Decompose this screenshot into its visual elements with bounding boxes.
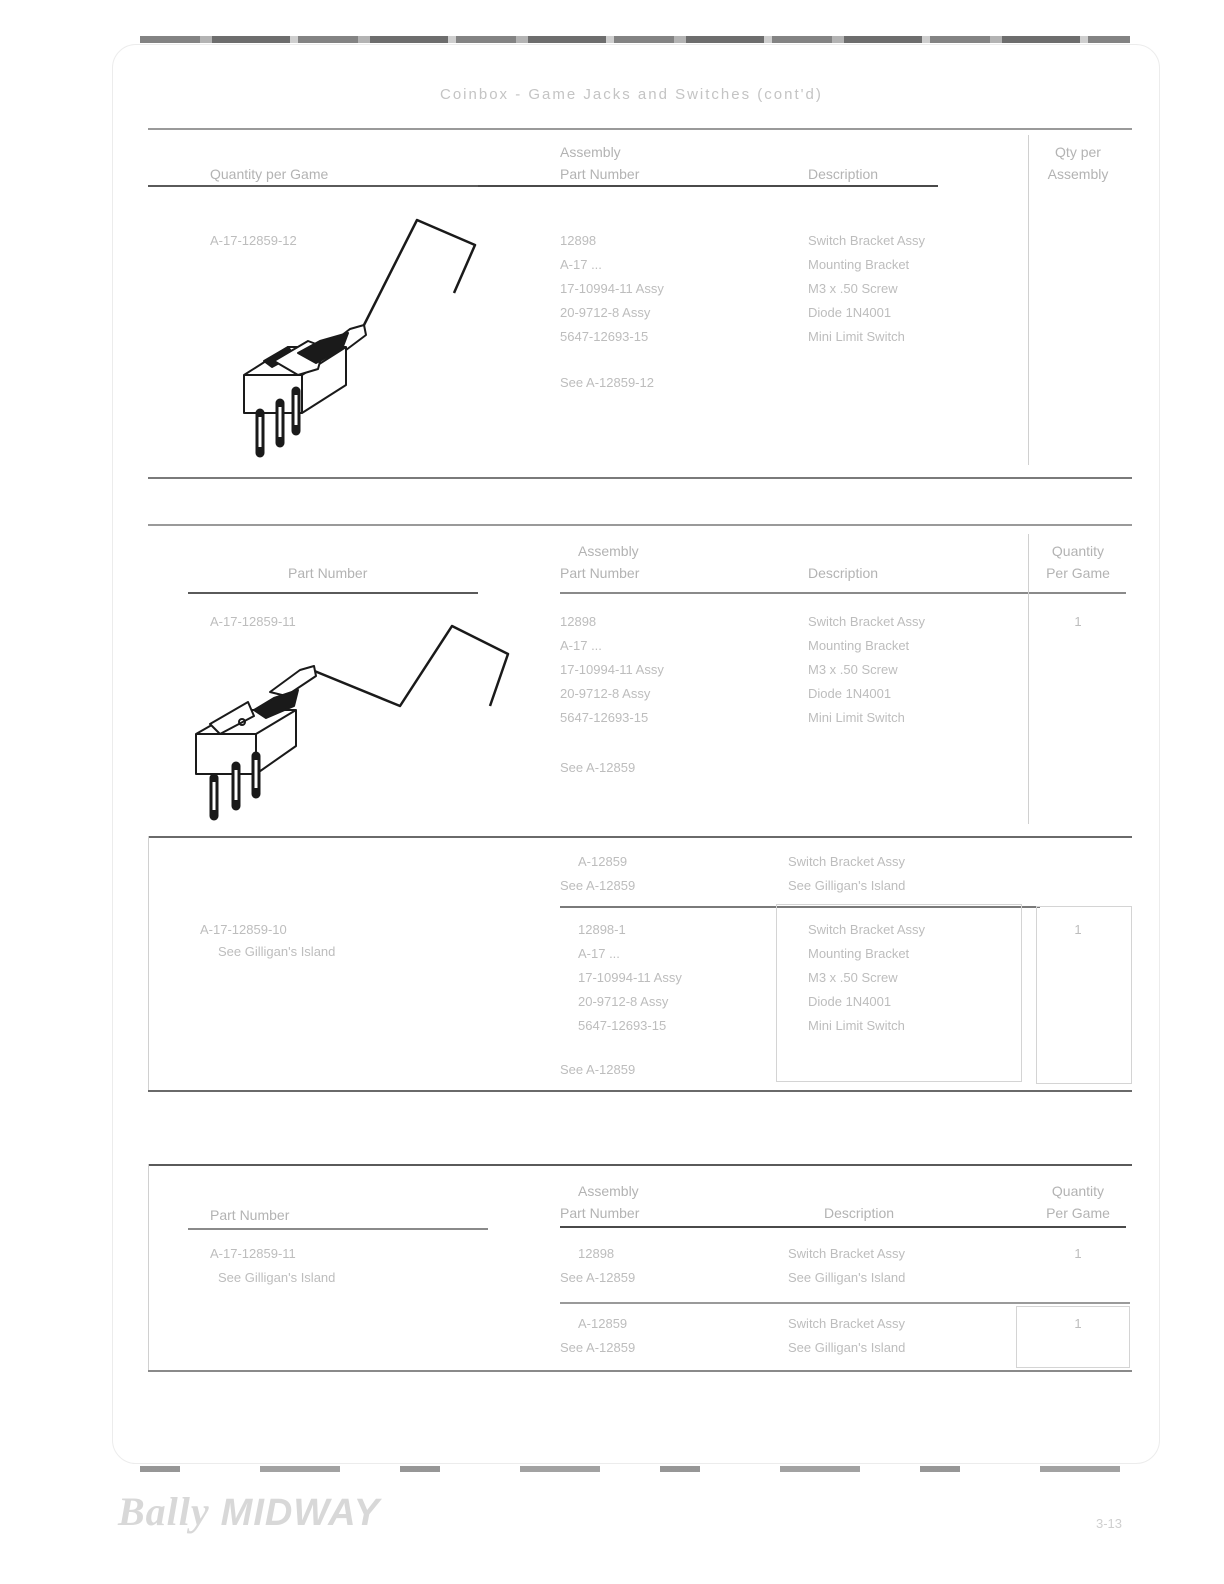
section-top-rule bbox=[148, 1164, 1132, 1166]
subpart-description: Switch Bracket Assy bbox=[808, 614, 926, 629]
assembly-description: Switch Bracket Assy bbox=[788, 1316, 906, 1331]
subpart-description: Diode 1N4001 bbox=[808, 305, 892, 320]
subpart-number: A-17 ... bbox=[578, 946, 620, 961]
subpart-description: Mini Limit Switch bbox=[808, 1018, 905, 1033]
header-underline bbox=[560, 1226, 1126, 1228]
header-underline bbox=[478, 185, 938, 187]
assembly-part-number: A-12859 bbox=[578, 854, 628, 869]
subpart-number: 12898-1 bbox=[578, 922, 626, 937]
logo-script: Bally bbox=[118, 1489, 210, 1534]
section-top-rule bbox=[148, 524, 1132, 526]
assembly-part-number: 12898 bbox=[578, 1246, 615, 1261]
section-top-rule bbox=[148, 128, 1132, 130]
column-header-description: Description bbox=[808, 166, 879, 182]
subpart-number: 20-9712-8 Assy bbox=[578, 994, 669, 1009]
column-header-assembly: Assembly bbox=[578, 543, 639, 559]
column-header-assembly: Assembly bbox=[578, 1183, 639, 1199]
column-header-description: Description bbox=[824, 1205, 895, 1221]
subpart-description: Mounting Bracket bbox=[808, 638, 910, 653]
microswitch-drawing bbox=[190, 618, 530, 828]
subpart-description: M3 x .50 Screw bbox=[808, 281, 898, 296]
column-header-per-assembly: Assembly bbox=[1047, 166, 1109, 182]
header-underline bbox=[188, 1228, 488, 1230]
part-number: A-17-12859-12 bbox=[210, 233, 297, 248]
column-header-quantity: Quantity bbox=[1051, 1183, 1105, 1199]
subpart-number: 5647-12693-15 bbox=[578, 1018, 667, 1033]
subpart-number: 20-9712-8 Assy bbox=[560, 686, 651, 701]
subpart-description: Switch Bracket Assy bbox=[808, 233, 926, 248]
column-header-assembly: Assembly bbox=[560, 144, 621, 160]
subpart-number: A-17 ... bbox=[560, 638, 602, 653]
bally-midway-logo bbox=[118, 1488, 380, 1535]
parts-section-3 bbox=[148, 834, 1132, 1098]
subpart-description: Mounting Bracket bbox=[808, 946, 910, 961]
see-reference: See A-12859 bbox=[560, 1062, 636, 1077]
row-underline bbox=[560, 1302, 1130, 1304]
subpart-description: M3 x .50 Screw bbox=[808, 970, 898, 985]
parts-section-2 bbox=[148, 522, 1132, 842]
assembly-description: Switch Bracket Assy bbox=[788, 1246, 906, 1261]
scan-edge-top bbox=[140, 36, 1130, 43]
page-number: 3-13 bbox=[1096, 1516, 1123, 1531]
header-underline bbox=[148, 185, 478, 187]
see-reference: See A-12859 bbox=[560, 760, 636, 775]
subpart-number: 12898 bbox=[560, 614, 597, 629]
assembly-description-note: See Gilligan's Island bbox=[788, 878, 906, 893]
quantity-per-game: 1 bbox=[1074, 614, 1082, 629]
part-note: See Gilligan's Island bbox=[218, 944, 336, 959]
assembly-description: Switch Bracket Assy bbox=[788, 854, 906, 869]
logo-word: MIDWAY bbox=[220, 1492, 381, 1534]
column-header-part-number: Part Number bbox=[288, 565, 368, 581]
assembly-part-number: A-12859 bbox=[578, 1316, 628, 1331]
column-divider bbox=[1028, 534, 1029, 824]
part-note: See Gilligan's Island bbox=[218, 1270, 336, 1285]
subpart-number: 5647-12693-15 bbox=[560, 710, 649, 725]
parts-section-1 bbox=[148, 125, 1132, 485]
column-header-part-number: Part Number bbox=[560, 565, 640, 581]
subpart-description: Switch Bracket Assy bbox=[808, 922, 926, 937]
subpart-number: 17-10994-11 Assy bbox=[560, 281, 664, 296]
header-underline bbox=[560, 592, 1126, 594]
section-bottom-rule bbox=[148, 1370, 1132, 1372]
column-header-quantity: Quantity bbox=[1051, 543, 1105, 559]
section-bottom-rule bbox=[148, 477, 1132, 479]
quantity-per-game: 1 bbox=[1074, 1246, 1082, 1261]
scan-edge-bottom bbox=[140, 1466, 1130, 1472]
column-header-per-game: Per Game bbox=[1046, 1205, 1110, 1221]
part-number: A-17-12859-11 bbox=[210, 614, 296, 629]
subpart-number: 12898 bbox=[560, 233, 597, 248]
see-reference: See A-12859-12 bbox=[560, 375, 654, 390]
subpart-number: 5647-12693-15 bbox=[560, 329, 649, 344]
assembly-description-note: See Gilligan's Island bbox=[788, 1340, 906, 1355]
column-header-description: Description bbox=[808, 565, 879, 581]
subpart-description: M3 x .50 Screw bbox=[808, 662, 898, 677]
part-number: A-17-12859-10 bbox=[200, 922, 287, 937]
left-border bbox=[148, 1164, 149, 1370]
subpart-number: A-17 ... bbox=[560, 257, 602, 272]
subpart-number: 17-10994-11 Assy bbox=[560, 662, 664, 677]
page-title: Coinbox - Game Jacks and Switches (cont'd) bbox=[440, 86, 823, 103]
subpart-description: Mounting Bracket bbox=[808, 257, 910, 272]
column-header-quantity: Quantity per Game bbox=[210, 166, 329, 182]
subpart-description: Mini Limit Switch bbox=[808, 329, 905, 344]
assembly-part-note: See A-12859 bbox=[560, 1270, 636, 1285]
subpart-description: Mini Limit Switch bbox=[808, 710, 905, 725]
subpart-number: 20-9712-8 Assy bbox=[560, 305, 651, 320]
header-underline bbox=[188, 592, 478, 594]
microswitch-drawing bbox=[238, 215, 538, 465]
column-divider bbox=[1028, 135, 1029, 465]
assembly-part-note: See A-12859 bbox=[560, 1340, 636, 1355]
column-header-per-game: Per Game bbox=[1046, 565, 1110, 581]
parts-section-4 bbox=[148, 1162, 1132, 1376]
column-header-part-number: Part Number bbox=[560, 1205, 640, 1221]
section-top-rule bbox=[148, 836, 1132, 838]
quantity-per-game: 1 bbox=[1074, 922, 1082, 937]
column-header-qty: Qty per bbox=[1055, 144, 1101, 160]
left-border bbox=[148, 836, 149, 1092]
column-header-part-number: Part Number bbox=[210, 1207, 290, 1223]
assembly-part-note: See A-12859 bbox=[560, 878, 636, 893]
quantity-per-game: 1 bbox=[1074, 1316, 1082, 1331]
part-number: A-17-12859-11 bbox=[210, 1246, 296, 1261]
subpart-number: 17-10994-11 Assy bbox=[578, 970, 682, 985]
subpart-description: Diode 1N4001 bbox=[808, 686, 892, 701]
assembly-description-note: See Gilligan's Island bbox=[788, 1270, 906, 1285]
column-header-part-number: Part Number bbox=[560, 166, 640, 182]
subpart-description: Diode 1N4001 bbox=[808, 994, 892, 1009]
section-bottom-rule bbox=[148, 1090, 1132, 1092]
